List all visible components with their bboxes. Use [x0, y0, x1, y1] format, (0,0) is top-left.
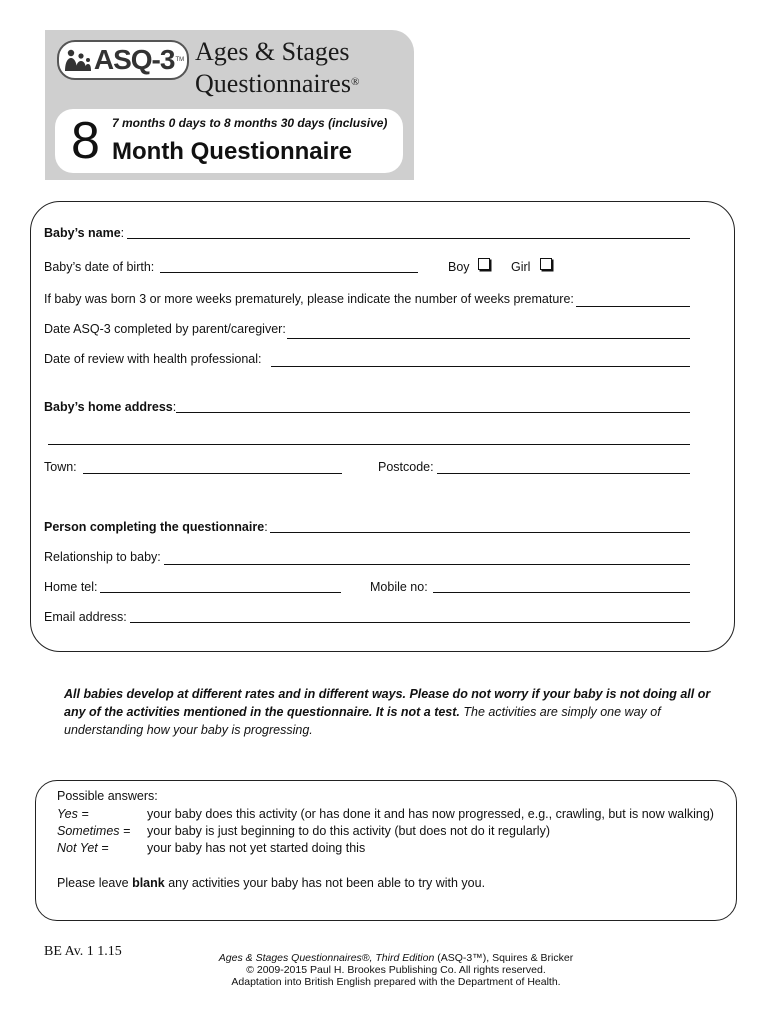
home-address-field-1[interactable] — [176, 412, 690, 413]
dob-field[interactable] — [160, 272, 418, 273]
footer-line-2: © 2009-2015 Paul H. Brookes Publishing Co. All rights reserved. — [246, 964, 546, 976]
mobile-label: Mobile no: — [370, 580, 428, 594]
relationship-field[interactable] — [164, 564, 690, 565]
footer-line-1: Ages & Stages Questionnaires®, Third Edition (ASQ-3™), Squires & Bricker — [218, 952, 574, 964]
yes-description: your baby does this activity (or has done it and has now progressed, e.g., crawling, but is now walking) — [147, 807, 714, 821]
not-yet-description: your baby has not yet started doing this — [147, 841, 366, 855]
weeks-premature-field[interactable] — [576, 306, 690, 307]
asq-completed-label: Date ASQ-3 completed by parent/caregiver: — [44, 322, 286, 336]
town-field[interactable] — [83, 473, 342, 474]
leave-blank-note: Please leave blank any activities your baby has not been able to try with you. — [57, 876, 486, 890]
possible-answers-heading: Possible answers: — [57, 789, 158, 803]
babys-name-field[interactable] — [127, 238, 690, 239]
review-date-label: Date of review with health professional: — [44, 352, 262, 366]
header-banner — [45, 30, 414, 180]
sometimes-term: Sometimes = — [57, 824, 131, 838]
boy-label: Boy — [448, 260, 470, 274]
age-title-panel — [55, 109, 403, 173]
logo-trademark: TM — [175, 57, 185, 63]
postcode-field[interactable] — [437, 473, 690, 474]
email-field[interactable] — [130, 622, 690, 623]
not-yet-term: Not Yet = — [57, 841, 109, 855]
town-label: Town: — [44, 460, 77, 474]
boy-checkbox[interactable] — [478, 258, 490, 270]
person-completing-label: Person completing the questionnaire: — [44, 520, 268, 534]
intro-paragraph: All babies develop at different rates and in different ways. Please do not worry if your baby is not doing all or any of the activities mentioned in the questionnaire. It is not a test. The activities are simply one way of understanding how your baby is progressing. — [64, 687, 711, 737]
mobile-field[interactable] — [433, 592, 690, 593]
footer-line-3: Adaptation into British English prepared with the Department of Health. — [231, 976, 561, 988]
asq-completed-date-field[interactable] — [287, 338, 690, 339]
home-tel-label: Home tel: — [44, 580, 98, 594]
logo-wordmark: ASQ-3 — [93, 44, 175, 75]
yes-term: Yes = — [57, 807, 89, 821]
brand-line-2: Questionnaires® — [195, 69, 360, 98]
family-figures-icon — [62, 47, 92, 73]
relationship-label: Relationship to baby: — [44, 550, 161, 564]
version-code: BE Av. 1 1.15 — [44, 944, 122, 959]
dob-label: Baby’s date of birth: — [44, 260, 155, 274]
registered-mark: ® — [350, 76, 360, 88]
postcode-label: Postcode: — [378, 460, 434, 474]
copyright-footer — [200, 952, 592, 988]
home-address-field-2[interactable] — [48, 444, 690, 445]
person-completing-field[interactable] — [270, 532, 690, 533]
age-range: 7 months 0 days to 8 months 30 days (inclusive) — [112, 116, 388, 130]
questionnaire-title: Month Questionnaire — [112, 138, 352, 165]
girl-checkbox[interactable] — [540, 258, 552, 270]
brand-line-1: Ages & Stages — [195, 37, 350, 66]
sometimes-description: your baby is just beginning to do this activity (but does not do it regularly) — [147, 824, 550, 838]
email-label: Email address: — [44, 610, 127, 624]
brand-name — [195, 36, 405, 100]
babys-name-label: Baby’s name: — [44, 226, 125, 240]
asq3-logo — [57, 40, 189, 80]
premature-label: If baby was born 3 or more weeks prematurely, please indicate the number of weeks premature: — [44, 292, 574, 306]
home-address-label: Baby’s home address: — [44, 400, 177, 414]
review-date-field[interactable] — [271, 366, 690, 367]
month-number: 8 — [71, 112, 100, 170]
home-tel-field[interactable] — [100, 592, 341, 593]
girl-label: Girl — [511, 260, 531, 274]
